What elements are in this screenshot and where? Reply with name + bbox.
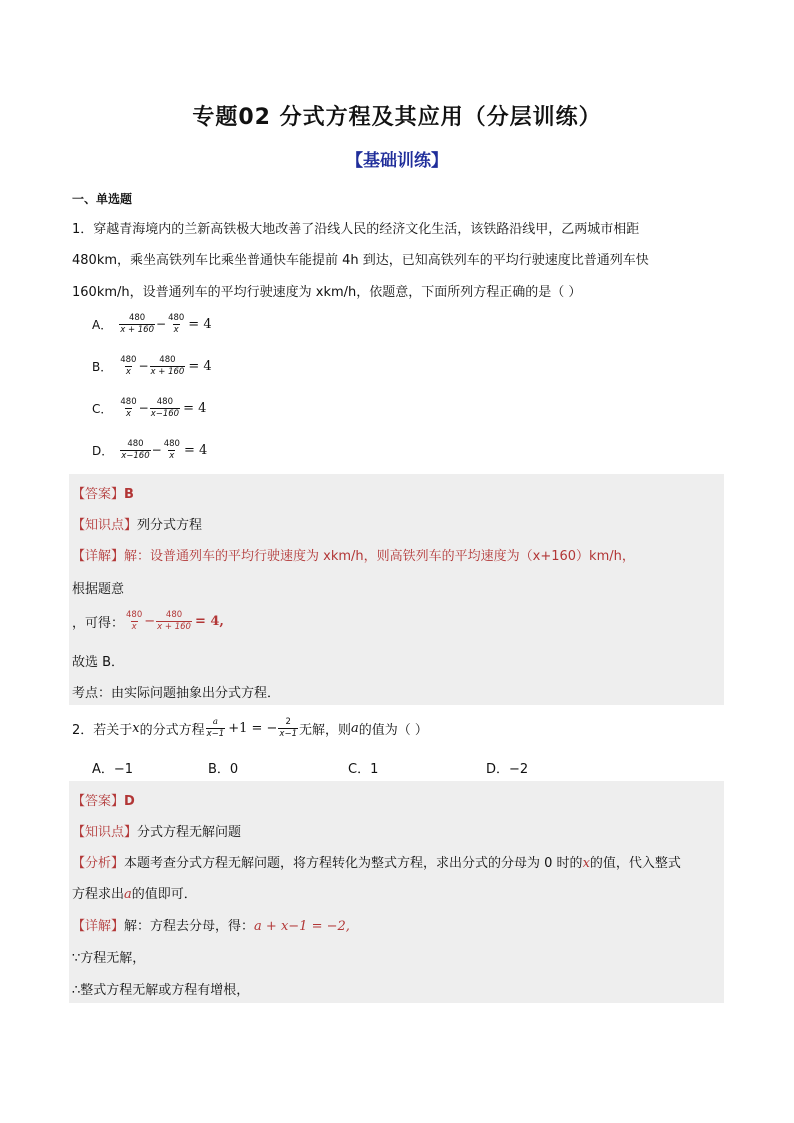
option-label: B．	[92, 359, 113, 374]
answer-tag: 【答案】	[72, 794, 125, 809]
fraction: $\frac{480}{x}$	[120, 397, 137, 419]
fraction: $\frac{480}{x-160}$	[121, 439, 150, 461]
q2-detail-row-3: ∴整式方程无解或方程有增根，	[72, 983, 250, 998]
knowledge-value: 分式方程无解问题	[137, 825, 242, 840]
answer-value: B	[124, 487, 134, 502]
q1-stem-line-3: 160km/h，设普通列车的平均行驶速度为 xkm/h，依题意，下面所列方程正确的是（ ）	[72, 285, 582, 300]
q1-detail-row	[72, 545, 635, 564]
detail-tag: 【详解】	[72, 549, 125, 564]
fraction: $\frac{480}{x-160}$	[150, 397, 180, 419]
q2-detail-row: 【详解】解：方程去分母，得：a + x−1 = −2,	[72, 919, 350, 934]
page-subtitle: 【基础训练】	[346, 151, 448, 171]
q1-detail-row-2: 根据题意	[72, 582, 125, 597]
q1-option-b: B． $\frac{480}{x}$ − $\frac{480}{x + 160}$ = 4	[92, 355, 212, 377]
page-title: 专题02 分式方程及其应用（分层训练）	[192, 105, 602, 130]
option-label: D．	[92, 443, 114, 458]
fraction: $\frac{480}{x + 160}$	[150, 355, 185, 377]
q2-option-c: C．1	[348, 762, 379, 777]
q2-option-b: B．0	[208, 762, 239, 777]
fraction: $\frac{2}{x-1}$	[279, 717, 297, 739]
fraction: $\frac{480}{x}$	[163, 439, 180, 461]
q2-answer-row	[72, 790, 135, 809]
q1-answer-row	[72, 483, 134, 502]
fraction: $\frac{480}{x}$	[126, 610, 143, 632]
detail-tag: 【详解】	[72, 919, 125, 934]
q1-note: 考点：由实际问题抽象出分式方程．	[72, 686, 281, 701]
fraction: $\frac{480}{x + 160}$	[157, 610, 191, 632]
q2-option-d: D．−2	[486, 762, 529, 777]
q1-answer-block	[69, 474, 724, 705]
q1-detail-row-3: ，可得： $\frac{480}{x}$ − $\frac{480}{x + 160}$ = 4,	[72, 610, 224, 632]
q2-knowledge-row	[72, 821, 241, 840]
q1-knowledge-row	[72, 514, 202, 533]
analysis-tag: 【分析】	[72, 856, 125, 871]
q1-option-c: C． $\frac{480}{x}$ − $\frac{480}{x-160}$ = 4	[92, 397, 207, 419]
q1-stem-line-2: 480km，乘坐高铁列车比乘坐普通快车能提前 4h 到达，已知高铁列车的平均行驶速度比普通列车快	[72, 253, 649, 268]
q2-answer-block	[69, 781, 724, 1003]
option-label: C．	[92, 401, 113, 416]
fraction: $\frac{480}{x}$	[168, 313, 185, 335]
q2-option-a: A．−1	[92, 762, 134, 777]
answer-tag: 【答案】	[72, 487, 125, 502]
q1-option-a: A． $\frac{480}{x + 160}$ − $\frac{480}{x}$ = 4	[92, 313, 212, 335]
detail-text: 解：设普通列车的平均行驶速度为 xkm/h，则高铁列车的平均速度为（x+160）km/h，	[124, 549, 635, 564]
q1-stem-line-1: 1．穿越青海境内的兰新高铁极大地改善了沿线人民的经济文化生活，该铁路沿线甲，乙两城市相距	[72, 222, 640, 237]
fraction: $\frac{480}{x + 160}$	[120, 313, 154, 335]
q2-detail-row-2: ∵方程无解，	[72, 951, 146, 966]
answer-value: D	[124, 794, 135, 809]
knowledge-tag: 【知识点】	[72, 518, 138, 533]
q2-stem: 2．若关于 x 的分式方程 $\frac{a}{x-1}$ +1 = − $\frac{2}{x-1}$ 无解，则 a 的值为（ ）	[72, 717, 428, 739]
knowledge-value: 列分式方程	[137, 518, 203, 533]
q2-analysis-row: 【分析】本题考查分式方程无解问题，将方程转化为整式方程，求出分式的分母为 0 时的x的值，代入整式	[72, 856, 681, 871]
equation: a + x−1 = −2,	[254, 919, 350, 934]
knowledge-tag: 【知识点】	[72, 825, 138, 840]
q2-analysis-row-2: 方程求出a的值即可．	[72, 887, 197, 902]
option-label: A．	[92, 317, 113, 332]
section-heading: 一、单选题	[72, 192, 133, 206]
fraction: $\frac{480}{x}$	[120, 355, 137, 377]
q1-conclusion: 故选 B．	[72, 655, 125, 670]
fraction: $\frac{a}{x-1}$	[206, 717, 225, 739]
q1-option-d: D． $\frac{480}{x-160}$ − $\frac{480}{x}$ = 4	[92, 439, 208, 461]
